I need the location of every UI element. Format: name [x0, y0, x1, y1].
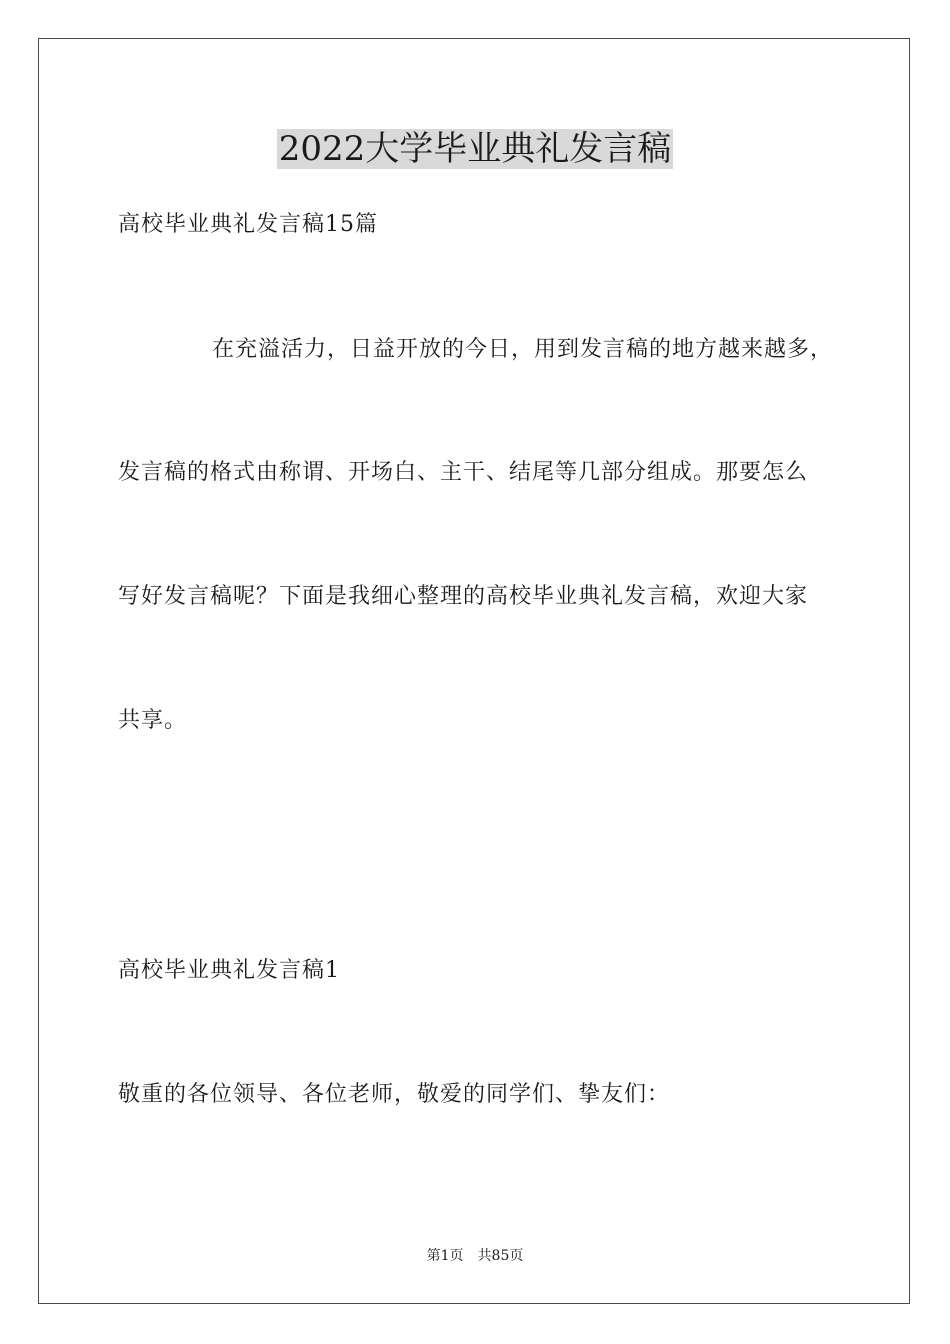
- document-title-text: 2022大学毕业典礼发言稿: [278, 129, 672, 169]
- page-footer: [0, 1246, 950, 1266]
- document-title: [0, 126, 950, 172]
- page-total: 共85页: [477, 1248, 524, 1264]
- salutation: 敬重的各位领导、各位老师，敬爱的同学们、挚友们：: [118, 1082, 671, 1107]
- page-number: 第1页: [426, 1248, 464, 1264]
- intro-line-3: 写好发言稿呢？下面是我细心整理的高校毕业典礼发言稿，欢迎大家: [118, 584, 809, 609]
- intro-line-1: 在充溢活力，日益开放的今日，用到发言稿的地方越来越多，: [212, 337, 834, 362]
- intro-line-4: 共享。: [118, 708, 188, 733]
- section-heading: 高校毕业典礼发言稿1: [118, 958, 340, 983]
- document-subtitle: 高校毕业典礼发言稿15篇: [118, 212, 378, 237]
- intro-line-2: 发言稿的格式由称谓、开场白、主干、结尾等几部分组成。那要怎么: [118, 460, 809, 485]
